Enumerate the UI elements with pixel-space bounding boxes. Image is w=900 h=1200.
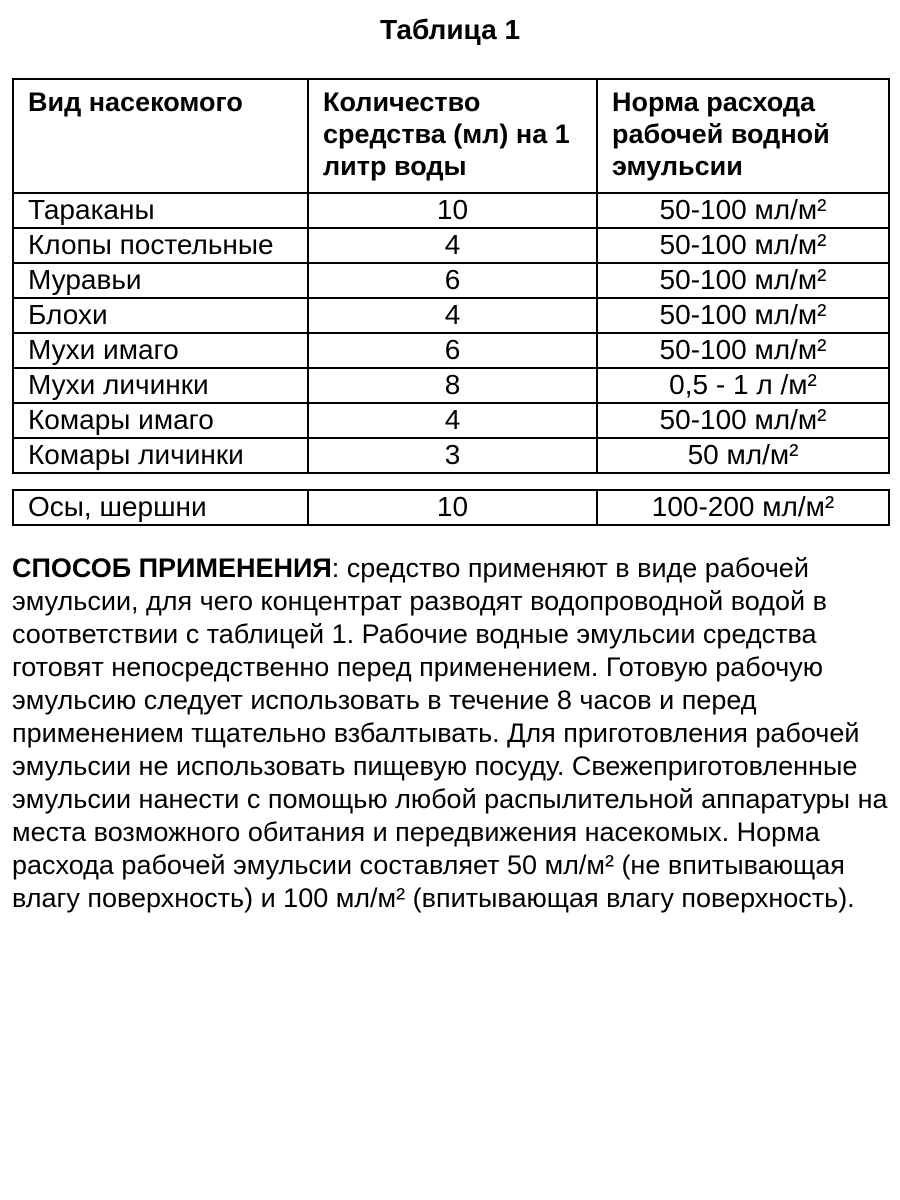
cell-amount: 6 — [308, 263, 597, 298]
cell-insect: Муравьи — [13, 263, 308, 298]
cell-rate: 50 мл/м² — [597, 438, 889, 473]
table-header-row — [13, 79, 889, 193]
usage-separator: : — [331, 553, 347, 583]
column-header-amount: Количество средства (мл) на 1 литр воды — [308, 79, 597, 193]
cell-insect: Блохи — [13, 298, 308, 333]
cell-rate: 0,5 - 1 л /м² — [597, 368, 889, 403]
table-row — [13, 298, 889, 333]
cell-amount: 4 — [308, 298, 597, 333]
cell-rate: 50-100 мл/м² — [597, 228, 889, 263]
cell-amount: 8 — [308, 368, 597, 403]
table-row — [13, 403, 889, 438]
column-header-rate: Норма расхода рабочей водной эмульсии — [597, 79, 889, 193]
cell-insect: Клопы постельные — [13, 228, 308, 263]
table-row — [13, 263, 889, 298]
cell-rate: 50-100 мл/м² — [597, 333, 889, 368]
cell-rate: 50-100 мл/м² — [597, 403, 889, 438]
cell-rate: 50-100 мл/м² — [597, 298, 889, 333]
column-header-insect: Вид насекомого — [13, 79, 308, 193]
cell-insect: Мухи имаго — [13, 333, 308, 368]
cell-insect: Мухи личинки — [13, 368, 308, 403]
cell-rate: 50-100 мл/м² — [597, 263, 889, 298]
usage-paragraph — [12, 552, 888, 915]
usage-heading: СПОСОБ ПРИМЕНЕНИЯ — [12, 553, 332, 583]
cell-amount: 6 — [308, 333, 597, 368]
cell-amount: 3 — [308, 438, 597, 473]
cell-insect: Комары личинки — [13, 438, 308, 473]
cell-insect: Комары имаго — [13, 403, 308, 438]
table-row — [13, 193, 889, 228]
cell-amount: 10 — [308, 490, 597, 525]
table-row — [13, 228, 889, 263]
table-row — [13, 490, 889, 525]
wasps-table — [12, 489, 890, 526]
cell-rate: 100-200 мл/м² — [597, 490, 889, 525]
cell-amount: 4 — [308, 228, 597, 263]
cell-amount: 10 — [308, 193, 597, 228]
cell-insect: Осы, шершни — [13, 490, 308, 525]
dosage-table — [12, 78, 890, 474]
table-row — [13, 438, 889, 473]
cell-rate: 50-100 мл/м² — [597, 193, 889, 228]
cell-insect: Тараканы — [13, 193, 308, 228]
page-title: Таблица 1 — [379, 14, 521, 45]
table-row — [13, 368, 889, 403]
table-row — [13, 333, 889, 368]
usage-body-text: средство применяют в виде рабочей эмульсии, для чего концентрат разводят водопроводной водой в соответствии с таблицей 1. Рабочие водные эмульсии средства готовят непосредственно перед применением. Готовую рабочую эмульсию следует использовать в течение 8 часов и перед применением тщательно взбалтывать. Для приготовления рабочей эмульсии не использовать пищевую посуду. Свежеприготовленные эмульсии нанести с помощью любой распылительной аппаратуры на места возможного обитания и передвижения насекомых. Норма расхода рабочей эмульсии составляет 50 мл/м² (не впитывающая влагу поверхность) и 100 мл/м² (впитывающая влагу поверхность). — [12, 553, 888, 913]
cell-amount: 4 — [308, 403, 597, 438]
